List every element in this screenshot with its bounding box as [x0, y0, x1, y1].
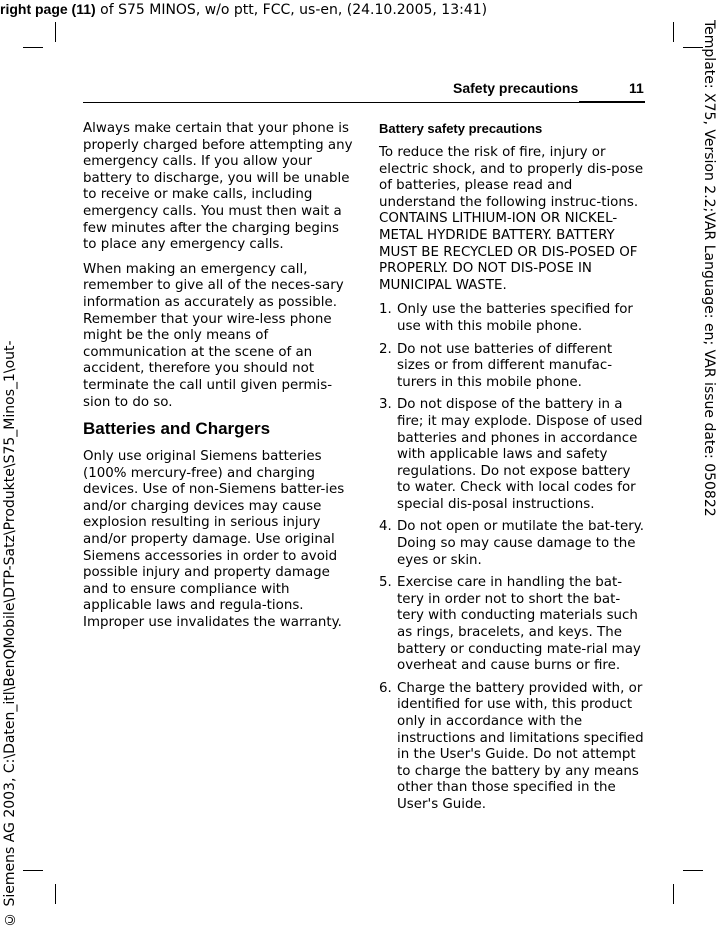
header-rule — [83, 102, 579, 103]
list-item — [379, 397, 647, 513]
section-heading: Batteries and Chargers — [83, 419, 271, 439]
list-text: Only use the batteries specified for use with this mobile phone. — [397, 302, 633, 334]
list-item — [379, 342, 647, 392]
list-item — [379, 302, 647, 335]
running-header-title: Safety precautions — [453, 80, 579, 96]
list-item — [379, 681, 647, 814]
print-header — [0, 0, 487, 19]
left-column — [83, 121, 353, 640]
list-number: 3. — [379, 397, 392, 413]
crop-mark — [23, 870, 43, 871]
paragraph: Only use original Siemens batteries (100% mercury-free) and charging devices. Use of non-Siemens batter-ies and/or charging devices may cause explosion resulting in serious injury and/or property damage. Use original Siemens accessories in order to avoid possible injury and property damage and to ensure compliance with applicable laws and regula-tions. Improper use invalidates the warranty. — [83, 449, 345, 631]
battery-precautions-list — [379, 302, 647, 813]
crop-mark — [23, 47, 43, 48]
list-number: 1. — [379, 302, 392, 318]
crop-mark — [673, 22, 674, 42]
print-header-page: right page (11) — [0, 1, 96, 17]
list-number: 5. — [379, 575, 392, 591]
crop-mark — [55, 884, 56, 904]
list-number: 2. — [379, 341, 392, 357]
paragraph: When making an emergency call, remember to give all of the neces-sary information as accurately as possible. Remember that your wire-less phone might be the only means of communication at the scene of an accident, therefore you should not terminate the call until given permis-sion to do so. — [83, 261, 344, 410]
subsection-heading: Battery safety precautions — [379, 121, 543, 136]
list-number: 4. — [379, 519, 392, 535]
list-text: Exercise care in handling the bat-tery in order not to short the bat-tery with conducting materials such as rings, bracelets, and keys. The battery or conducting mate-rial may overheat and cause burns or fire. — [397, 575, 641, 674]
header-rule-accent — [579, 101, 645, 103]
list-text: Do not dispose of the battery in a fire; it may explode. Dispose of used batteries and phones in accordance with applicable laws and safety regulations. Do not expose battery to water. Check with local codes for special dis-posal instructions. — [397, 397, 643, 512]
list-text: Charge the battery provided with, or identified for use with, this product only in accordance with the instructions and limitations specified in the User's Guide. Do not attempt to charge the battery by any means other than those specified in the User's Guide. — [397, 680, 644, 812]
list-number: 6. — [379, 680, 392, 696]
list-text: Do not open or mutilate the bat-tery. Doing so may cause damage to the eyes or skin. — [397, 519, 645, 568]
paragraph: To reduce the risk of fire, injury or electric shock, and to properly dis-pose of batteries, please read and understand the following instruc-tions. CONTAINS LITHIUM-ION OR NICKEL-METAL HYDRIDE BATTERY. BATTERY MUST BE RECYCLED OR DIS-POSED OF PROPERLY. DO NOT DIS-POSE IN MUNICIPAL WASTE. — [379, 145, 644, 293]
list-item — [379, 575, 647, 675]
list-text: Do not use batteries of different sizes or from different manufac-turers in this mobile phone. — [397, 341, 613, 390]
copyright-path: © Siemens AG 2003, C:\Daten_itl\BenQMobile\DTP-Satz\Produkte\S75_Minos_1\out- — [2, 340, 18, 927]
template-info: Template: X75, Version 2.2;VAR Language: en; VAR issue date: 050822 — [701, 20, 717, 517]
right-column — [379, 121, 647, 820]
crop-mark — [55, 22, 56, 42]
list-item — [379, 519, 647, 569]
print-header-info: of S75 MINOS, w/o ptt, FCC, us-en, (24.10.2005, 13:41) — [95, 2, 488, 18]
crop-mark — [673, 884, 674, 904]
paragraph: Always make certain that your phone is properly charged before attempting any emergency calls. If you allow your battery to discharge, you will be unable to receive or make calls, including emergency calls. You must then wait a few minutes after the charging begins to place any emergency calls. — [83, 121, 353, 253]
page-number: 11 — [629, 80, 644, 96]
